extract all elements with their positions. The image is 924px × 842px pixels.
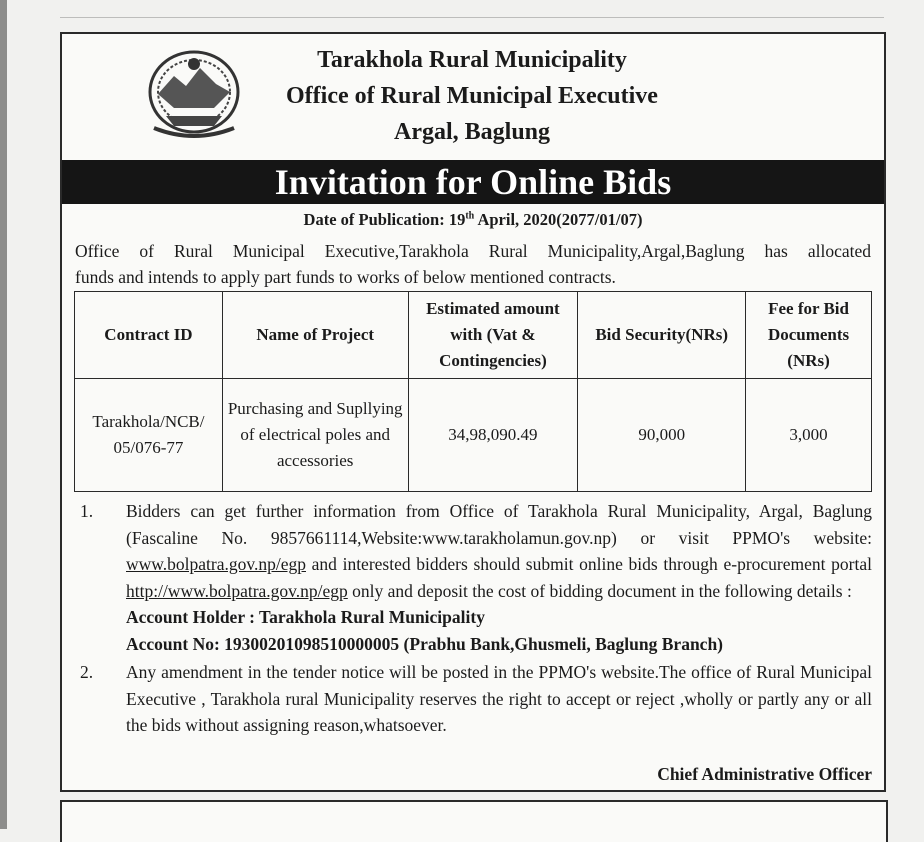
publication-date-label: Date of Publication: 19	[303, 210, 466, 229]
intro-line-1: Office of Rural Municipal Executive,Tarakhola Rural Municipality,Argal,Baglung has allocated	[75, 241, 871, 261]
item-text: only and deposit the cost of bidding document in the following details :	[347, 580, 852, 601]
cell-contract-id: Tarakhola/NCB/ 05/076-77	[75, 379, 223, 492]
header-text	[257, 42, 687, 150]
item-text: and interested bidders should submit online bids through e-procurement portal	[305, 554, 872, 574]
item-text: Any amendment in the tender notice will be posted in the PPMO's website.The office of Rural Municipal Executive , Tarakhola rural Municipality reserves the right to accept or reject ,wholly or partly any or all the bids without assigning reason,whatsoever.	[126, 662, 872, 735]
item-number: 2.	[80, 662, 94, 682]
item-number: 1.	[80, 501, 94, 521]
header-contract-id: Contract ID	[75, 292, 223, 379]
account-holder: Account Holder : Tarakhola Rural Municipality	[126, 607, 485, 627]
publication-date-rest: April, 2020(2077/01/07)	[474, 210, 643, 229]
cell-estimate: 34,98,090.49	[408, 379, 578, 492]
account-number: Account No: 19300201098510000005 (Prabhu Bank,Ghusmeli, Baglung Branch)	[126, 633, 724, 654]
egp-link[interactable]: www.bolpatra.gov.np/egp	[126, 554, 306, 574]
publication-date-suffix: th	[465, 210, 475, 222]
header-project: Name of Project	[222, 292, 408, 379]
eprocurement-portal-link[interactable]: http://www.bolpatra.gov.np/egp	[126, 580, 348, 601]
header-fee: Fee for Bid Documents (NRs)	[746, 292, 872, 379]
notice-terms	[74, 498, 872, 739]
table-row	[75, 379, 872, 492]
office-name: Office of Rural Municipal Executive	[286, 83, 658, 109]
bid-notice	[60, 32, 886, 792]
header-estimate: Estimated amount with (Vat & Contingencies)	[408, 292, 578, 379]
page-edge-shadow	[0, 0, 7, 829]
table-header-row	[75, 292, 872, 379]
contracts-table	[74, 291, 872, 492]
header-bid-security: Bid Security(NRs)	[578, 292, 746, 379]
item-text: Bidders can get further information from Office of Tarakhola Rural Municipality, Argal, Baglung (Fascaline No. 9857661114,Website:www.tarakholamun.gov.np) or visit PPMO's website:	[126, 501, 872, 548]
list-item	[74, 659, 872, 739]
cell-bid-security: 90,000	[578, 379, 746, 492]
government-emblem-icon	[144, 46, 244, 144]
notice-header	[62, 34, 884, 160]
publication-date	[62, 210, 884, 230]
signature: Chief Administrative Officer	[657, 764, 872, 784]
page-divider	[60, 17, 884, 18]
office-location: Argal, Baglung	[393, 119, 551, 145]
next-notice-edge	[60, 800, 888, 842]
cell-fee: 3,000	[746, 379, 872, 492]
cell-project: Purchasing and Supllying of electrical poles and accessories	[222, 379, 408, 492]
municipality-name: Tarakhola Rural Municipality	[317, 47, 627, 73]
notice-title: Invitation for Online Bids	[62, 160, 884, 204]
list-item	[74, 498, 872, 657]
intro-line-2: funds and intends to apply part funds to works of below mentioned contracts.	[75, 267, 616, 287]
